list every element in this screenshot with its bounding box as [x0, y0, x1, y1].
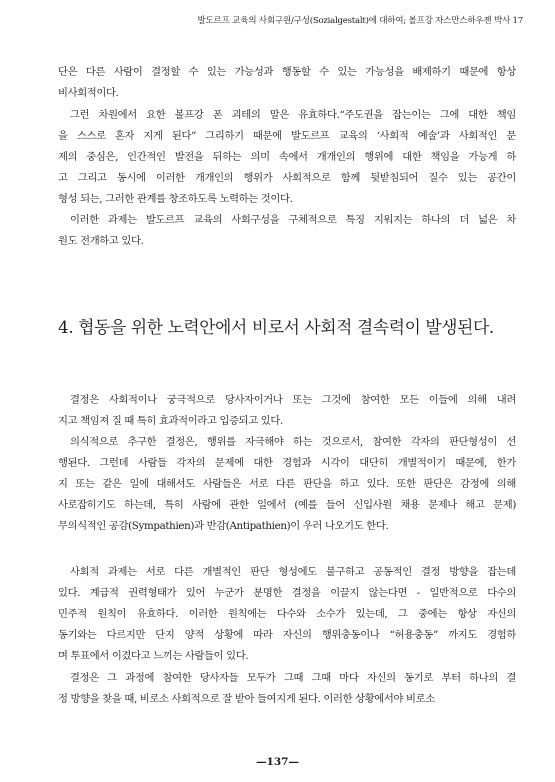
- text-line: 제의 중심은, 인간적인 발전을 뒤하는 의미 속에서 개개인의 행위에 대한 책임을 가능게 하: [58, 151, 516, 163]
- paragraph: [58, 62, 516, 104]
- text-line: 며 투표에서 이겼다고 느끼는 사람들이 있다.: [58, 650, 249, 662]
- text-line: 정 방향을 찾을 때, 비로소 사회적으로 잘 받아 들여지게 된다. 이러한 상황에서야 비로소: [58, 693, 435, 705]
- text-line: 원도 전개하고 있다.: [58, 235, 144, 247]
- paragraph: [58, 105, 516, 210]
- text-line: 결정은 그 과정에 참여한 당사자들 모두가 그때 그때 마다 자신의 동기로 부터 하나의 결: [70, 672, 516, 684]
- text-line: 단은 다른 사람이 결정할 수 있는 가능성과 행동할 수 있는 가능성을 배제하기 때문에 항상: [58, 66, 516, 78]
- text-line: 결정은 사회적이나 궁극적으로 당사자이거나 또는 그것에 참여한 모든 이들에 의해 내려: [70, 394, 516, 406]
- paragraph: [58, 432, 516, 537]
- text-line: 이러한 과제는 발도르프 교육의 사회구성을 구체적으로 특징 지워지는 하나의 더 넓은 차: [70, 214, 516, 226]
- text-line: 고 그리고 동시에 이러한 개개인의 행위가 사회적으로 함께 뒷받침되어 질수 있는 공간이: [58, 172, 516, 184]
- text-line: 사회적 과제는 서로 다른 개별적인 판단 형성에도 불구하고 공동적인 결정 방향을 잡는데: [70, 566, 516, 578]
- running-header: 발도르프 교육의 사회구원/구성(Sozialgestalt)에 대하여; 볼프강 자스만스하우젠 박사 17: [197, 16, 523, 26]
- text-line: 지고 책임져 질 때 특히 효과적이라고 입증되고 있다.: [58, 415, 283, 427]
- paragraph: [58, 210, 516, 252]
- text-line: 있다. 계급적 권력형태가 있어 누군가 분명한 결정을 이끌지 않는다면 - 일반적으로 다수의: [58, 587, 516, 599]
- paragraph: [58, 668, 516, 710]
- text-line: 동기와는 다르지만 단지 양적 상황에 따라 자신의 행위충동이나 “허용충동” 까지도 경험하: [58, 629, 516, 641]
- text-line: 사로잡히기도 하는데, 특히 사람에 관한 일에서 (예를 들어 신입사원 채용 문제나 해고 문제): [58, 499, 516, 511]
- text-line: 민주적 원칙이 유효하다. 이러한 원칙에는 다수와 소수가 있는데, 그 중에는 항상 자신의: [58, 608, 516, 620]
- text-line: 지 또는 같은 일에 대해서도 사람들은 서로 다른 판단을 하고 있다. 또한 판단은 감정에 의해: [58, 478, 516, 490]
- section-heading: 4. 협동을 위한 노력안에서 비로서 사회적 결속력이 발생된다.: [58, 317, 494, 337]
- text-line: 무의식적인 공감(Sympathien)과 반감(Antipathien)이 우러 나오기도 한다.: [58, 520, 389, 532]
- page-number: —137—: [256, 756, 299, 768]
- text-line: 형성 되는, 그러한 관계를 창조하도록 노력하는 것이다.: [58, 193, 293, 205]
- text-line: 의식적으로 추구한 결정은, 행위를 자극해야 하는 것으로서, 참여한 각자의 판단형성이 선: [70, 436, 516, 448]
- text-line: 을 스스로 혼자 지게 된다” 그리하기 때문에 발도르프 교육의 ‘사회적 예술’과 사회적인 문: [58, 130, 516, 142]
- paragraph: [58, 562, 516, 667]
- text-line: 행된다. 그런데 사람들 각자의 문제에 대한 경험과 시각이 대단히 개별적이기 때문에, 한가: [58, 457, 516, 469]
- paragraph: [58, 390, 516, 432]
- text-line: 그런 차원에서 요한 볼프강 폰 괴테의 말은 유효하다.“주도권을 잡는이는 그에 대한 책임: [70, 109, 516, 121]
- text-line: 비사회적이다.: [58, 87, 119, 99]
